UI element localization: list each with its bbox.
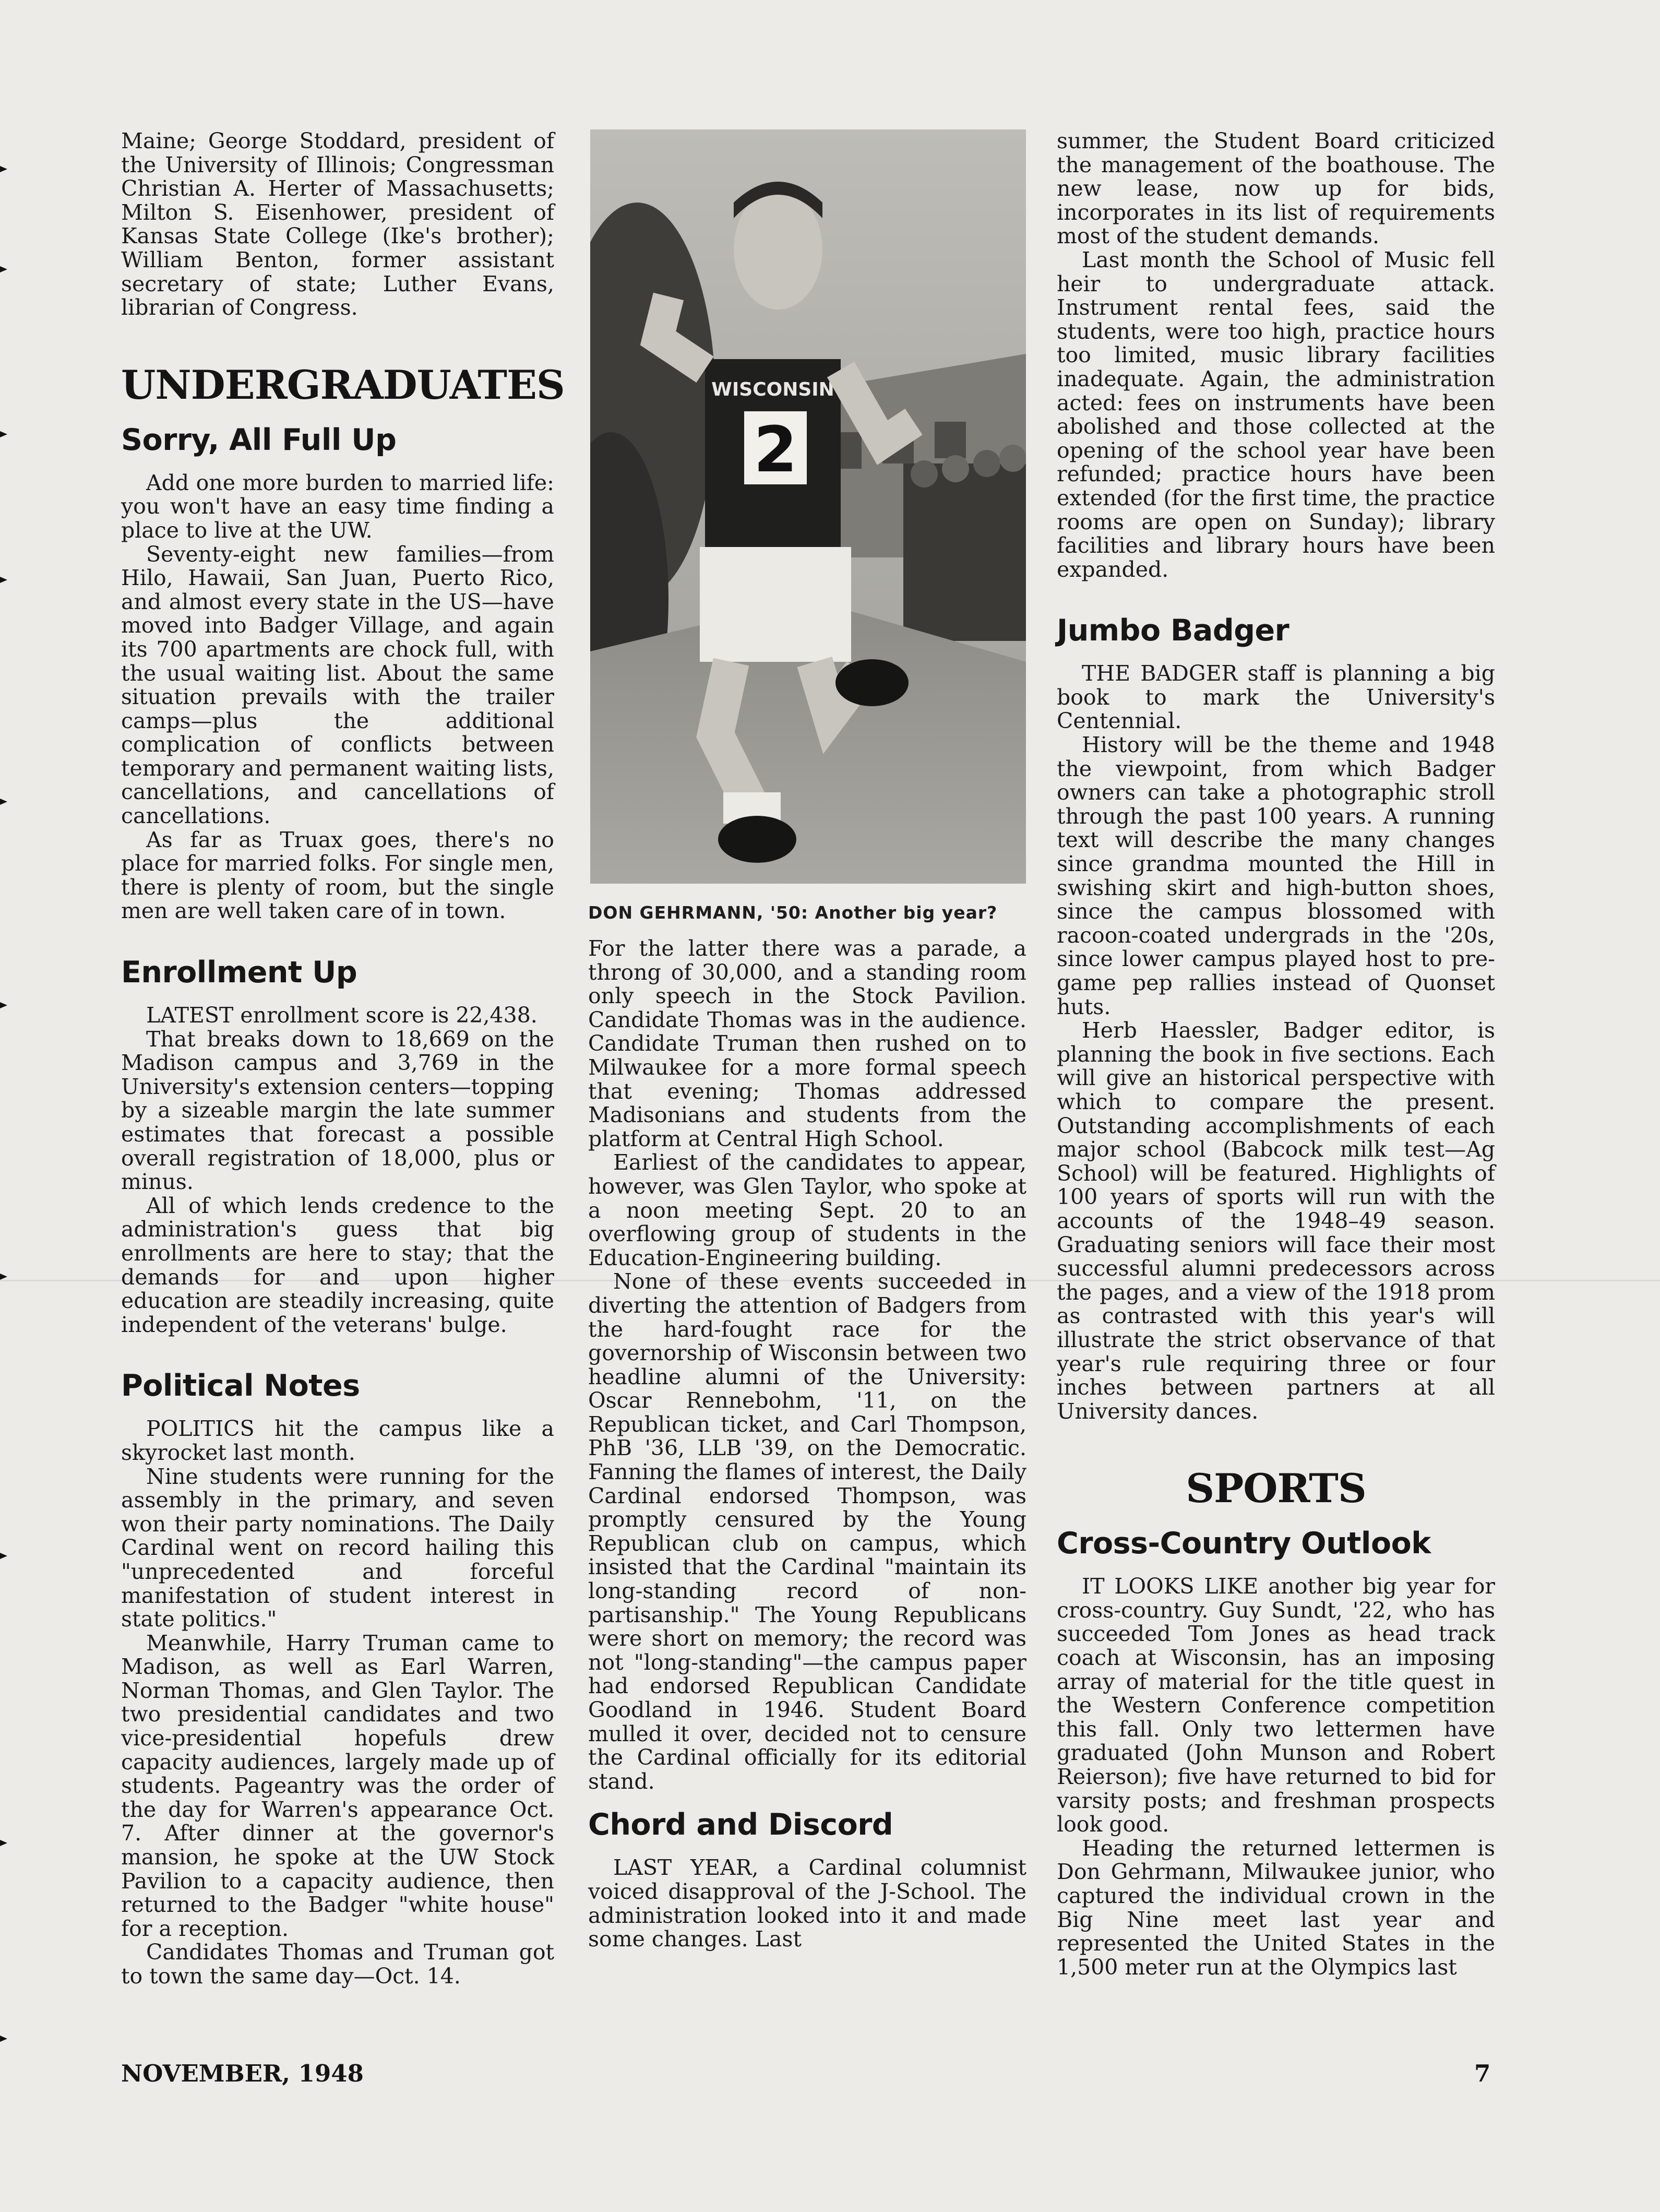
paragraph: All of which lends credence to the administration's guess that big enrollments are here to stay; that the demands for and upon higher education are steadily increasing, quite independent of the veterans' bulge. (121, 1193, 554, 1337)
paragraph: Candidates Thomas and Truman got to town the same day—Oct. 14. (121, 1940, 554, 1989)
paragraph: Maine; George Stoddard, president of the University of Illinois; Congressman Christian A. Herter of Massachusetts; Milton S. Eisenhower, president of Kansas State College (Ike's brother); William Benton, former assistant secretary of state; Luther Evans, librarian of Congress. (121, 128, 554, 320)
paragraph: Heading the returned lettermen is Don Gehrmann, Milwaukee junior, who captured the individual crown in the Big Nine meet last year and represented the United States in the 1,500 meter run at the Olympics last (1057, 1835, 1495, 1980)
binding-hole (0, 266, 7, 272)
binding-hole (0, 1553, 7, 1559)
binding-hole (0, 799, 7, 805)
paragraph: For the latter there was a parade, a throng of 30,000, and a standing room only speech in the Stock Pavilion. Candidate Thomas was in the audience. Candidate Truman then rushed on to Milwaukee for a more formal speech that evening; Thomas addressed Madisonians and students from the platform at Central High School. (588, 936, 1026, 1151)
section-heading-undergraduates: UNDERGRADUATES (121, 361, 565, 408)
paragraph: Nine students were running for the assembly in the primary, and seven won their party nominations. The Daily Cardinal went on record hailing this "unprecedented and forceful manifestation of student interest in state politics." (121, 1464, 554, 1632)
binding-hole (0, 2036, 7, 2042)
paragraph: As far as Truax goes, there's no place for married folks. For single men, there is plenty of room, but the single men are well taken care of in town. (121, 827, 554, 924)
paragraph: POLITICS hit the campus like a skyrocket last month. (121, 1416, 554, 1465)
paragraph: That breaks down to 18,669 on the Madison campus and 3,769 in the University's extension centers—topping by a sizeable margin the late summer estimates that forecast a possible overall registration of 18,000, plus or minus. (121, 1026, 554, 1195)
paragraph: History will be the theme and 1948 the viewpoint, from which Badger owners can take a photographic stroll through the past 100 years. A running text will describe the many changes since grandma mounted the Hill in swishing skirt and high-button shoes, since the campus blossomed with racoon-coated undergrads in the '20s, since lower campus played host to pre-game pep rallies instead of Quonset huts. (1057, 732, 1495, 1019)
paragraph: THE BADGER staff is planning a big book to mark the University's Centennial. (1057, 661, 1495, 734)
binding-hole (0, 1002, 7, 1008)
article-heading-chord-and-discord: Chord and Discord (588, 1807, 893, 1842)
column-left (121, 128, 565, 1989)
binding-hole (0, 166, 7, 172)
paragraph: Seventy-eight new families—from Hilo, Hawaii, San Juan, Puerto Rico, and almost every state in the US—have moved into Badger Village, and again its 700 apartments are chock full, with the usual waiting list. About the same situation prevails with the trailer camps—plus the additional complication of conflicts between temporary and permanent waiting lists, cancellations, and cancellations of cancellations. (121, 541, 554, 829)
column-middle (588, 129, 1026, 1952)
article-heading-sorry-all-full-up: Sorry, All Full Up (121, 422, 397, 457)
paragraph: None of these events succeeded in diverting the attention of Badgers from the hard-fought race for the governorship of Wisconsin between two headline alumni of the University: Oscar Rennebohm, '11, on the Republican ticket, and Carl Thompson, PhB '36, LLB '39, on the Democratic. Fanning the flames of interest, the Daily Cardinal endorsed Thompson, was promptly censured by the Young Republican club on campus, which insisted that the Cardinal "maintain its long-standing record of non-partisanship." The Young Republicans were short on memory; the record was not "long-standing"—the campus paper had endorsed Republican Candidate Goodland in 1946. Student Board mulled it over, decided not to censure the Cardinal officially for its editorial stand. (588, 1269, 1026, 1794)
paragraph: IT LOOKS LIKE another big year for cross-country. Guy Sundt, '22, who has succeeded Tom Jones as head track coach at Wisconsin, has an imposing array of material for the title quest in the Western Conference competition this fall. Only two lettermen have graduated (John Munson and Robert Reierson); five have returned to bid for varsity posts; and freshman prospects look good. (1057, 1574, 1495, 1837)
paragraph: LATEST enrollment score is 22,438. (146, 1003, 538, 1028)
paragraph: Meanwhile, Harry Truman came to Madison, as well as Earl Warren, Norman Thomas, and Glen Taylor. The two presidential candidates and two vice-presidential hopefuls drew capacity audiences, largely made up of students. Pageantry was the order of the day for Warren's appearance Oct. 7. After dinner at the governor's mansion, he spoke at the UW Stock Pavilion to a capacity audience, then returned to the Badger "white house" for a reception. (121, 1630, 554, 1941)
binding-hole (0, 1840, 7, 1846)
binding-hole (0, 431, 7, 437)
section-heading-sports: SPORTS (1186, 1465, 1366, 1512)
footer-page-number: 7 (1474, 2060, 1491, 2087)
paragraph: summer, the Student Board criticized the management of the boathouse. The new lease, now up for bids, incorporates in its list of requirements most of the student demands. (1057, 128, 1495, 249)
article-heading-cross-country-outlook: Cross-Country Outlook (1057, 1526, 1431, 1561)
footer-issue-date: NOVEMBER, 1948 (121, 2060, 364, 2087)
column-right (1057, 129, 1495, 1979)
paragraph: LAST YEAR, a Cardinal columnist voiced disapproval of the J-School. The administration looked into it and made some changes. Last (588, 1855, 1026, 1952)
paragraph: Add one more burden to married life: you won't have an easy time finding a place to live at the UW. (121, 470, 554, 543)
article-heading-political-notes: Political Notes (121, 1369, 360, 1404)
paragraph: Last month the School of Music fell heir to undergraduate attack. Instrument rental fees, said the students, were too high, practice hours too limited, music library facilities inadequate. Again, the administration acted: fees on instruments have been abolished and those collected at the opening of the school year have been refunded; practice hours have been extended (for the first time, the practice rooms are open on Sunday); library facilities and library hours have been expanded. (1057, 247, 1495, 582)
paragraph: Herb Haessler, Badger editor, is planning the book in five sections. Each will give an historical perspective with which to compare the present. Outstanding accomplishments of each major school (Babcock milk test—Ag School) will be featured. Highlights of 100 years of sports will run with the accounts of the 1948–49 season. Graduating seniors will face their most successful alumni predecessors across the pages, and a view of the 1918 prom as contrasted with this year's will illustrate the strict observance of that year's rule requiring three or four inches between partners at all University dances. (1057, 1018, 1495, 1424)
binding-hole (0, 577, 7, 583)
article-heading-enrollment-up: Enrollment Up (121, 955, 357, 990)
runner-photo-illustration (590, 129, 1026, 884)
jersey-text: WISCONSIN (711, 379, 834, 400)
binding-hole (0, 1274, 7, 1280)
article-heading-jumbo-badger: Jumbo Badger (1057, 613, 1289, 648)
jersey-number: 2 (754, 414, 797, 486)
photo-caption: DON GEHRMANN, '50: Another big year? (588, 902, 998, 923)
runner-photo (590, 129, 1026, 884)
paragraph: Earliest of the candidates to appear, however, was Glen Taylor, who spoke at a noon meeting Sept. 20 to an overflowing group of students in the Education-Engineering building. (588, 1150, 1026, 1270)
